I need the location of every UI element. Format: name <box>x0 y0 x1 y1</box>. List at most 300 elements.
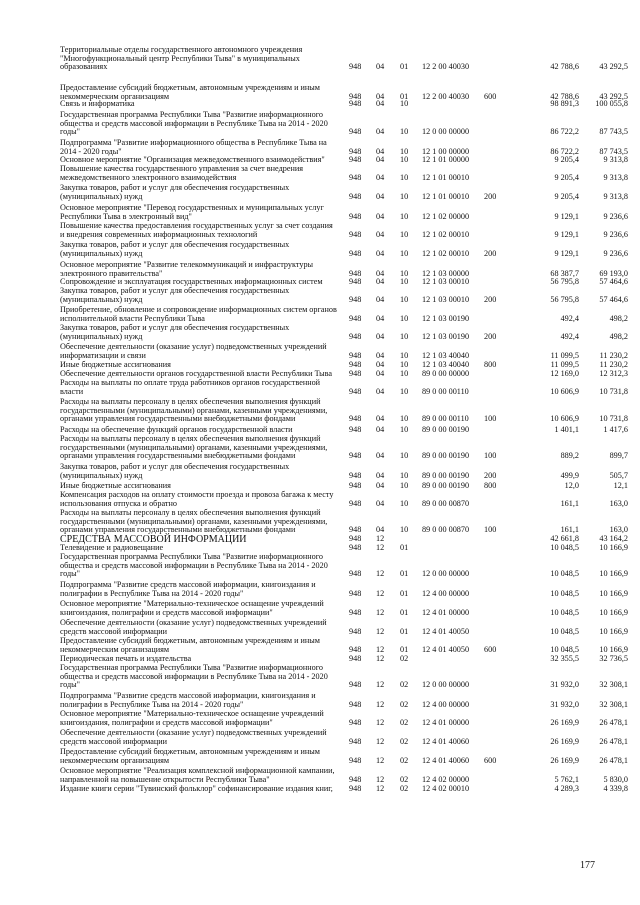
admin-code: 948 <box>349 534 362 543</box>
row-name: Компенсация расходов на оплату стоимости проезда и провоза багажа к месту использования отпуска и обратно <box>60 490 334 508</box>
amount-year-1: 161,1 <box>560 525 579 535</box>
amount-year-1: 42 788,6 <box>550 91 579 101</box>
target-article: 89 0 00 00870 <box>422 498 470 508</box>
expense-type: 800 <box>484 481 497 490</box>
section-code: 04 <box>376 211 385 221</box>
expense-type: 600 <box>484 644 497 654</box>
row-name: Обеспечение деятельности (оказание услуг) подведомственных учреждений информатизации и связи <box>60 342 327 360</box>
target-article: 12 4 01 00000 <box>422 717 470 727</box>
subsection-code: 10 <box>400 498 409 508</box>
subsection-code: 01 <box>400 91 409 101</box>
subsection-code: 01 <box>400 626 409 636</box>
admin-code: 948 <box>349 543 362 552</box>
subsection-code: 10 <box>400 99 409 108</box>
admin-code: 948 <box>349 229 362 239</box>
admin-code: 948 <box>349 414 362 424</box>
amount-year-2: 10 166,9 <box>599 543 628 552</box>
row-name: Подпрограмма "Развитие средств массовой информации, книгоиздания и полиграфии в Республике Тыва на 2014 - 2020 годы" <box>60 580 316 598</box>
admin-code: 948 <box>349 755 362 765</box>
target-article: 12 4 01 40050 <box>422 626 470 636</box>
amount-year-1: 10 048,5 <box>550 543 579 552</box>
expense-type: 100 <box>484 525 497 535</box>
target-article: 89 0 00 00190 <box>422 470 470 480</box>
admin-code: 948 <box>349 626 362 636</box>
amount-year-1: 11 099,5 <box>550 350 579 360</box>
row-name: Территориальные отделы государственного автономного учреждения "Многофункциональный центр Республики Тыва" в муниципальных образованиях <box>60 45 303 72</box>
target-article: 12 4 01 40060 <box>422 736 470 746</box>
amount-year-1: 492,4 <box>560 331 579 341</box>
section-code: 04 <box>376 191 385 201</box>
subsection-code: 02 <box>400 784 409 793</box>
amount-year-2: 9 236,6 <box>603 211 628 221</box>
section-code: 12 <box>376 717 385 727</box>
row-name: Подпрограмма "Развитие информационного общества в Республике Тыва на 2014 - 2020 годы" <box>60 138 327 156</box>
subsection-code: 01 <box>400 588 409 598</box>
amount-year-1: 9 129,1 <box>554 248 579 258</box>
admin-code: 948 <box>349 644 362 654</box>
admin-code: 948 <box>349 91 362 101</box>
amount-year-2: 9 313,8 <box>603 172 628 182</box>
amount-year-1: 12 169,0 <box>550 369 579 378</box>
amount-year-1: 5 762,1 <box>554 774 579 784</box>
section-code: 04 <box>376 294 385 304</box>
amount-year-1: 56 795,8 <box>550 294 579 304</box>
row-name: Расходы на выплаты персоналу в целях обеспечения выполнения функций государственными (муниципальными) органами, казенными учреждениями, органами управления государственными внебюджетными фондами <box>60 508 328 535</box>
row-name: Иные бюджетные ассигнования <box>60 360 171 369</box>
section-code: 04 <box>376 62 385 72</box>
section-code: 04 <box>376 248 385 258</box>
subsection-code: 02 <box>400 717 409 727</box>
subsection-code: 10 <box>400 211 409 221</box>
amount-year-1: 10 606,9 <box>550 386 579 396</box>
admin-code: 948 <box>349 784 362 793</box>
amount-year-1: 499,9 <box>560 470 579 480</box>
amount-year-2: 163,0 <box>609 525 628 535</box>
target-article: 12 1 03 00010 <box>422 294 470 304</box>
row-name: Обеспечение деятельности органов государственной власти Республики Тыва <box>60 369 333 378</box>
admin-code: 948 <box>349 268 362 278</box>
admin-code: 948 <box>349 369 362 378</box>
row-name: Повышение качества предоставления государственных услуг за счет создания и внедрения современных информационных технологий <box>60 221 333 239</box>
section-code: 04 <box>376 386 385 396</box>
row-name: Предоставление субсидий бюджетным, автономным учреждениям и иным некоммерческим организациям <box>60 747 320 765</box>
amount-year-1: 10 048,5 <box>550 644 579 654</box>
subsection-code: 01 <box>400 644 409 654</box>
target-article: 89 0 00 00110 <box>422 386 469 396</box>
subsection-code: 10 <box>400 172 409 182</box>
row-name: Расходы на обеспечение функций органов государственной власти <box>60 425 293 434</box>
target-article: 12 1 03 40040 <box>422 360 470 369</box>
subsection-code: 01 <box>400 62 409 72</box>
amount-year-1: 9 205,4 <box>554 172 579 182</box>
section-code: 12 <box>376 784 385 793</box>
target-article: 89 0 00 00190 <box>422 451 470 461</box>
row-name: Связь и информатика <box>60 99 135 108</box>
amount-year-1: 10 048,5 <box>550 607 579 617</box>
admin-code: 948 <box>349 155 362 164</box>
amount-year-1: 98 891,3 <box>550 99 579 108</box>
section-code: 04 <box>376 268 385 278</box>
amount-year-1: 12,0 <box>564 481 579 490</box>
amount-year-2: 10 166,9 <box>599 626 628 636</box>
row-name: Закупка товаров, работ и услуг для обеспечения государственных (муниципальных) нужд <box>60 183 290 201</box>
subsection-code: 02 <box>400 755 409 765</box>
row-name: Расходы на выплаты персоналу в целях обеспечения выполнения функций государственными (муниципальными) органами, казенными учреждениями, органами управления государственными внебюджетными фондами <box>60 434 328 461</box>
row-name: СРЕДСТВА МАССОВОЙ ИНФОРМАЦИИ <box>60 534 247 545</box>
subsection-code: 10 <box>400 350 409 360</box>
subsection-code: 10 <box>400 146 409 156</box>
target-article: 12 1 03 00010 <box>422 277 470 286</box>
target-article: 12 4 00 00000 <box>422 699 470 709</box>
amount-year-2: 10 731,8 <box>599 386 628 396</box>
amount-year-2: 26 478,1 <box>599 717 628 727</box>
amount-year-1: 26 169,9 <box>550 755 579 765</box>
amount-year-1: 32 355,5 <box>550 654 579 663</box>
amount-year-1: 9 205,4 <box>554 155 579 164</box>
row-name: Издание книги серии "Тувинский фольклор" софинансирование издания книг, <box>60 784 333 793</box>
section-code: 04 <box>376 277 385 286</box>
subsection-code: 10 <box>400 525 409 535</box>
amount-year-2: 9 236,6 <box>603 229 628 239</box>
amount-year-2: 10 166,9 <box>599 644 628 654</box>
expense-type: 200 <box>484 294 497 304</box>
amount-year-2: 498,2 <box>609 331 628 341</box>
section-code: 04 <box>376 229 385 239</box>
subsection-code: 10 <box>400 313 409 323</box>
row-name: Закупка товаров, работ и услуг для обеспечения государственных (муниципальных) нужд <box>60 286 290 304</box>
section-code: 12 <box>376 680 385 690</box>
admin-code: 948 <box>349 248 362 258</box>
subsection-code: 10 <box>400 331 409 341</box>
admin-code: 948 <box>349 127 362 137</box>
amount-year-1: 1 401,1 <box>554 425 579 434</box>
amount-year-2: 11 230,2 <box>599 350 628 360</box>
amount-year-2: 11 230,2 <box>599 360 628 369</box>
admin-code: 948 <box>349 191 362 201</box>
target-article: 12 4 01 40050 <box>422 644 470 654</box>
section-code: 04 <box>376 481 385 490</box>
amount-year-2: 9 236,6 <box>603 248 628 258</box>
subsection-code: 01 <box>400 569 409 579</box>
target-article: 12 2 00 40030 <box>422 62 470 72</box>
admin-code: 948 <box>349 99 362 108</box>
row-name: Предоставление субсидий бюджетным, автономным учреждениям и иным некоммерческим организациям <box>60 636 320 654</box>
expense-type: 100 <box>484 451 497 461</box>
amount-year-1: 31 932,0 <box>550 699 579 709</box>
section-code: 04 <box>376 470 385 480</box>
amount-year-2: 43 292,5 <box>599 62 628 72</box>
amount-year-2: 9 313,8 <box>603 191 628 201</box>
admin-code: 948 <box>349 588 362 598</box>
section-code: 12 <box>376 626 385 636</box>
expense-type: 600 <box>484 755 497 765</box>
section-code: 12 <box>376 543 385 552</box>
amount-year-2: 100 055,8 <box>595 99 628 108</box>
expense-type: 100 <box>484 414 497 424</box>
amount-year-2: 87 743,5 <box>599 127 628 137</box>
target-article: 12 1 00 00000 <box>422 146 470 156</box>
amount-year-2: 5 830,0 <box>603 774 628 784</box>
section-code: 04 <box>376 369 385 378</box>
amount-year-2: 87 743,5 <box>599 146 628 156</box>
admin-code: 948 <box>349 498 362 508</box>
row-name: Иные бюджетные ассигнования <box>60 481 171 490</box>
subsection-code: 10 <box>400 369 409 378</box>
subsection-code: 02 <box>400 774 409 784</box>
amount-year-1: 42 661,8 <box>550 534 579 543</box>
subsection-code: 10 <box>400 277 409 286</box>
section-code: 04 <box>376 350 385 360</box>
amount-year-1: 26 169,9 <box>550 736 579 746</box>
amount-year-1: 86 722,2 <box>550 146 579 156</box>
row-name: Государственная программа Республики Тыва "Развитие информационного общества и средств массовой информации в Республике Тыва на 2014 - 2020 годы" <box>60 110 328 137</box>
amount-year-2: 10 166,9 <box>599 607 628 617</box>
amount-year-2: 32 736,5 <box>599 654 628 663</box>
amount-year-1: 26 169,9 <box>550 717 579 727</box>
amount-year-1: 11 099,5 <box>550 360 579 369</box>
target-article: 12 4 00 00000 <box>422 588 470 598</box>
subsection-code: 02 <box>400 680 409 690</box>
target-article: 89 0 00 00870 <box>422 525 470 535</box>
amount-year-1: 56 795,8 <box>550 277 579 286</box>
amount-year-2: 43 292,5 <box>599 91 628 101</box>
section-code: 12 <box>376 699 385 709</box>
target-article: 12 2 00 40030 <box>422 91 470 101</box>
target-article: 89 0 00 00000 <box>422 369 470 378</box>
row-name: Приобретение, обновление и сопровождение информационных систем органов исполнительной власти Республики Тыва <box>60 305 337 323</box>
subsection-code: 10 <box>400 451 409 461</box>
section-code: 04 <box>376 127 385 137</box>
section-code: 12 <box>376 755 385 765</box>
amount-year-2: 498,2 <box>609 313 628 323</box>
subsection-code: 10 <box>400 481 409 490</box>
row-name: Основное мероприятие "Материально-техническое оснащение учреждений книгоиздания, полиграфии и средств массовой информации" <box>60 599 324 617</box>
admin-code: 948 <box>349 277 362 286</box>
amount-year-1: 10 048,5 <box>550 588 579 598</box>
section-code: 12 <box>376 534 385 543</box>
admin-code: 948 <box>349 607 362 617</box>
amount-year-2: 10 166,9 <box>599 588 628 598</box>
subsection-code: 10 <box>400 229 409 239</box>
subsection-code: 01 <box>400 543 409 552</box>
expense-type: 600 <box>484 91 497 101</box>
expense-type: 200 <box>484 191 497 201</box>
target-article: 12 4 02 00000 <box>422 774 470 784</box>
row-name: Государственная программа Республики Тыва "Развитие информационного общества и средств массовой информации в Республике Тыва на 2014 - 2020 годы" <box>60 663 328 690</box>
target-article: 89 0 00 00110 <box>422 414 469 424</box>
amount-year-2: 26 478,1 <box>599 755 628 765</box>
subsection-code: 10 <box>400 127 409 137</box>
row-name: Основное мероприятие "Развитие телекоммуникаций и инфраструктуры электронного правительства" <box>60 260 314 278</box>
target-article: 12 4 01 40060 <box>422 755 470 765</box>
section-code: 04 <box>376 313 385 323</box>
target-article: 89 0 00 00190 <box>422 481 470 490</box>
section-code: 04 <box>376 172 385 182</box>
section-code: 12 <box>376 588 385 598</box>
section-code: 04 <box>376 414 385 424</box>
admin-code: 948 <box>349 717 362 727</box>
section-code: 04 <box>376 146 385 156</box>
subsection-code: 10 <box>400 248 409 258</box>
admin-code: 948 <box>349 360 362 369</box>
target-article: 12 1 03 00190 <box>422 331 470 341</box>
section-code: 04 <box>376 360 385 369</box>
expense-type: 200 <box>484 248 497 258</box>
section-code: 12 <box>376 654 385 663</box>
amount-year-2: 10 731,8 <box>599 414 628 424</box>
subsection-code: 02 <box>400 654 409 663</box>
subsection-code: 10 <box>400 294 409 304</box>
amount-year-1: 9 205,4 <box>554 191 579 201</box>
target-article: 12 1 01 00010 <box>422 172 470 182</box>
row-name: Повышение качества государственного управления за счет внедрения межведомственного электронного взаимодействия <box>60 164 303 182</box>
admin-code: 948 <box>349 525 362 535</box>
row-name: Сопровождение и эксплуатация государственных информационных систем <box>60 277 323 286</box>
target-article: 12 4 01 00000 <box>422 607 470 617</box>
row-name: Предоставление субсидий бюджетным, автономным учреждениям и иным некоммерческим организациям <box>60 83 320 101</box>
admin-code: 948 <box>349 294 362 304</box>
subsection-code: 02 <box>400 736 409 746</box>
admin-code: 948 <box>349 172 362 182</box>
row-name: Расходы на выплаты по оплате труда работников органов государственной власти <box>60 378 321 396</box>
target-article: 12 1 02 00000 <box>422 211 470 221</box>
subsection-code: 10 <box>400 268 409 278</box>
amount-year-1: 42 788,6 <box>550 62 579 72</box>
amount-year-2: 43 164,2 <box>599 534 628 543</box>
target-article: 12 1 01 00010 <box>422 191 470 201</box>
row-name: Периодическая печать и издательства <box>60 654 192 663</box>
subsection-code: 10 <box>400 470 409 480</box>
amount-year-1: 10 048,5 <box>550 569 579 579</box>
amount-year-1: 10 606,9 <box>550 414 579 424</box>
amount-year-2: 57 464,6 <box>599 294 628 304</box>
admin-code: 948 <box>349 680 362 690</box>
admin-code: 948 <box>349 211 362 221</box>
section-code: 04 <box>376 425 385 434</box>
row-name: Государственная программа Республики Тыва "Развитие информационного общества и средств массовой информации в Республике Тыва на 2014 - 2020 годы" <box>60 552 328 579</box>
subsection-code: 10 <box>400 386 409 396</box>
subsection-code: 10 <box>400 191 409 201</box>
admin-code: 948 <box>349 654 362 663</box>
row-name: Основное мероприятие "Реализация комплексной информационной кампании, направленной на повышение открытости Республики Тыва" <box>60 766 335 784</box>
target-article: 12 0 00 00000 <box>422 569 470 579</box>
section-code: 12 <box>376 644 385 654</box>
target-article: 12 1 02 00010 <box>422 248 470 258</box>
amount-year-2: 32 308,1 <box>599 680 628 690</box>
target-article: 12 1 02 00010 <box>422 229 470 239</box>
amount-year-2: 505,7 <box>609 470 628 480</box>
page-number: 177 <box>580 860 595 871</box>
row-name: Обеспечение деятельности (оказание услуг) подведомственных учреждений средств массовой информации <box>60 618 327 636</box>
row-name: Основное мероприятие "Перевод государственных и муниципальных услуг Республики Тыва в электронный вид" <box>60 203 324 221</box>
amount-year-2: 57 464,6 <box>599 277 628 286</box>
amount-year-1: 9 129,1 <box>554 229 579 239</box>
admin-code: 948 <box>349 62 362 72</box>
target-article: 12 0 00 00000 <box>422 680 470 690</box>
admin-code: 948 <box>349 569 362 579</box>
row-name: Основное мероприятие "Организация межведомственного взаимодействия" <box>60 155 325 164</box>
subsection-code: 10 <box>400 360 409 369</box>
amount-year-2: 12 312,3 <box>599 369 628 378</box>
section-code: 04 <box>376 451 385 461</box>
row-name: Обеспечение деятельности (оказание услуг) подведомственных учреждений средств массовой информации <box>60 728 327 746</box>
amount-year-1: 4 289,3 <box>554 784 579 793</box>
subsection-code: 10 <box>400 414 409 424</box>
section-code: 04 <box>376 155 385 164</box>
amount-year-2: 899,7 <box>609 451 628 461</box>
section-code: 04 <box>376 331 385 341</box>
subsection-code: 01 <box>400 607 409 617</box>
row-name: Основное мероприятие "Материально-техническое оснащение учреждений книгоиздания, полиграфии и средств массовой информации" <box>60 709 324 727</box>
admin-code: 948 <box>349 451 362 461</box>
row-name: Телевидение и радиовещание <box>60 543 164 552</box>
amount-year-2: 10 166,9 <box>599 569 628 579</box>
subsection-code: 10 <box>400 155 409 164</box>
section-code: 04 <box>376 91 385 101</box>
amount-year-1: 492,4 <box>560 313 579 323</box>
admin-code: 948 <box>349 331 362 341</box>
target-article: 89 0 00 00190 <box>422 425 470 434</box>
amount-year-1: 10 048,5 <box>550 626 579 636</box>
amount-year-1: 68 387,7 <box>550 268 579 278</box>
amount-year-1: 889,2 <box>560 451 579 461</box>
admin-code: 948 <box>349 386 362 396</box>
amount-year-2: 163,0 <box>609 498 628 508</box>
section-code: 12 <box>376 569 385 579</box>
subsection-code: 10 <box>400 425 409 434</box>
target-article: 12 1 03 40040 <box>422 350 470 360</box>
section-code: 12 <box>376 774 385 784</box>
section-code: 04 <box>376 498 385 508</box>
admin-code: 948 <box>349 736 362 746</box>
amount-year-1: 86 722,2 <box>550 127 579 137</box>
amount-year-2: 9 313,8 <box>603 155 628 164</box>
amount-year-1: 9 129,1 <box>554 211 579 221</box>
target-article: 12 1 03 00190 <box>422 313 470 323</box>
amount-year-1: 161,1 <box>560 498 579 508</box>
section-code: 04 <box>376 525 385 535</box>
section-code: 12 <box>376 736 385 746</box>
admin-code: 948 <box>349 481 362 490</box>
row-name: Закупка товаров, работ и услуг для обеспечения государственных (муниципальных) нужд <box>60 240 290 258</box>
section-code: 12 <box>376 607 385 617</box>
admin-code: 948 <box>349 350 362 360</box>
row-name: Расходы на выплаты персоналу в целях обеспечения выполнения функций государственными (муниципальными) органами, казенными учреждениями, органами управления государственными внебюджетными фондами <box>60 397 328 424</box>
amount-year-2: 12,1 <box>613 481 628 490</box>
row-name: Подпрограмма "Развитие средств массовой информации, книгоиздания и полиграфии в Республике Тыва на 2014 - 2020 годы" <box>60 691 316 709</box>
row-name: Закупка товаров, работ и услуг для обеспечения государственных (муниципальных) нужд <box>60 323 290 341</box>
admin-code: 948 <box>349 699 362 709</box>
row-name: Закупка товаров, работ и услуг для обеспечения государственных (муниципальных) нужд <box>60 462 290 480</box>
admin-code: 948 <box>349 425 362 434</box>
target-article: 12 0 00 00000 <box>422 127 470 137</box>
expense-type: 200 <box>484 470 497 480</box>
admin-code: 948 <box>349 313 362 323</box>
admin-code: 948 <box>349 774 362 784</box>
target-article: 12 1 03 00000 <box>422 268 470 278</box>
amount-year-2: 69 193,0 <box>599 268 628 278</box>
admin-code: 948 <box>349 146 362 156</box>
amount-year-2: 1 417,6 <box>603 425 628 434</box>
amount-year-2: 4 339,8 <box>603 784 628 793</box>
expense-type: 200 <box>484 331 497 341</box>
amount-year-2: 26 478,1 <box>599 736 628 746</box>
subsection-code: 02 <box>400 699 409 709</box>
target-article: 12 4 02 00010 <box>422 784 470 793</box>
expense-type: 800 <box>484 360 497 369</box>
amount-year-2: 32 308,1 <box>599 699 628 709</box>
target-article: 12 1 01 00000 <box>422 155 470 164</box>
